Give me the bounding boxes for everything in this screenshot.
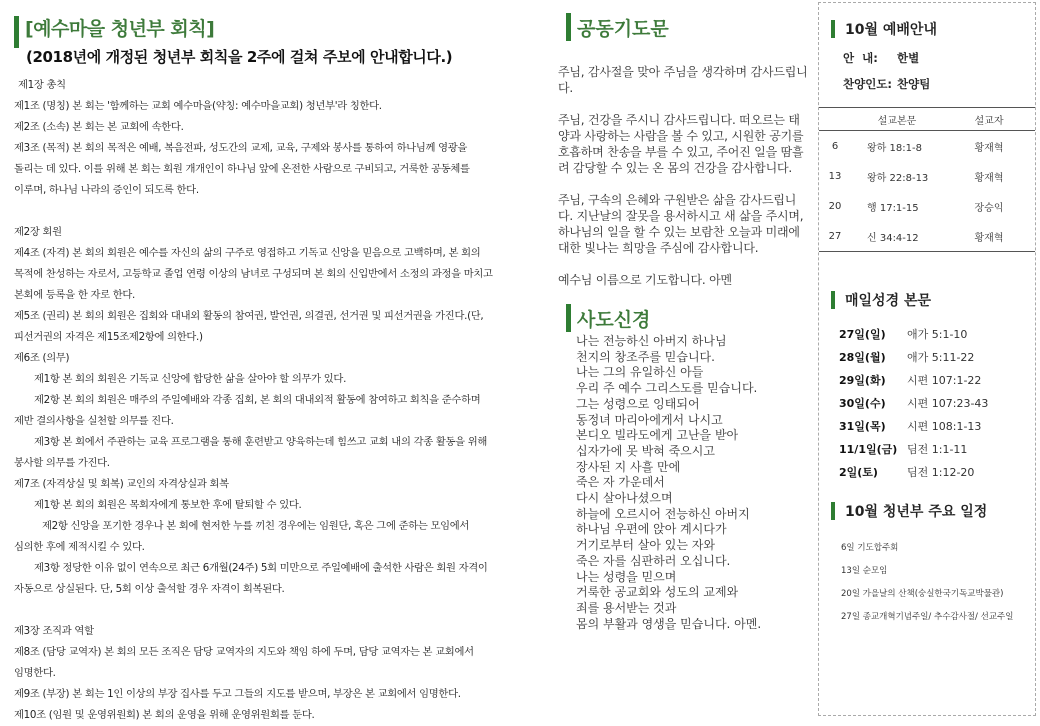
section-bar	[831, 20, 835, 38]
daily-date: 11/1일(금)	[839, 442, 898, 456]
bylaw-line: 제8조 (담당 교역자) 본 회의 모든 조직은 담당 교역자의 지도와 책임 하에 두며, 담당 교역자는 본 교회에서	[14, 646, 474, 658]
daily-verse: 애가 5:1-10	[907, 327, 968, 341]
bylaw-line: 제3항 정당한 이유 없이 연속으로 최근 6개월(24주) 5회 미만으로 주일예배에 출석한 사람은 회원 자격이	[34, 562, 488, 574]
bylaws-header	[14, 12, 542, 42]
bylaw-line: 본회에 등록을 한 자로 한다.	[14, 289, 135, 301]
creed-line: 하나님 우편에 앉아 계시다가	[576, 522, 727, 537]
guide-label: 안 내:	[843, 51, 878, 65]
prayer-column	[558, 0, 810, 632]
bylaw-line: 제4조 (자격) 본 회의 회원은 예수를 자신의 삶의 구주로 영접하고 기독교 신앙을 믿음으로 고백하며, 본 회의	[14, 247, 481, 259]
daily-header	[831, 290, 1035, 310]
bylaw-line: 제1조 (명칭) 본 회는 '함께하는 교회 예수마을(약칭: 예수마을교회) 청년부'라 칭한다.	[14, 100, 382, 112]
schedule-title: 10월 청년부 주요 일정	[845, 504, 988, 520]
creed-line: 나는 성령을 믿으며	[576, 569, 677, 584]
bylaw-line: 제10조 (임원 및 운영위원회) 본 회의 운영을 위해 운영위원회를 둔다.	[14, 709, 315, 721]
sermon-preacher: 장승익	[974, 202, 1004, 214]
daily-date: 2일(토)	[839, 465, 878, 479]
section-bar	[566, 304, 571, 332]
guide-row	[843, 45, 1035, 71]
bylaw-line: 제3장 조직과 역할	[14, 625, 94, 637]
bylaw-line: 봉사할 의무를 가진다.	[14, 457, 110, 469]
sermon-table	[819, 107, 1035, 252]
bylaws-title: [예수마을 청년부 회칙]	[25, 17, 215, 40]
daily-row	[839, 460, 1035, 483]
worship-header	[831, 19, 1035, 39]
schedule-list	[841, 535, 1035, 627]
schedule-item: 13일 순모임	[841, 565, 888, 576]
prayer-header	[566, 12, 810, 42]
sermon-header-text: 설교본문	[851, 108, 943, 131]
bylaw-line: 제2조 (소속) 본 회는 본 교회에 속한다.	[14, 121, 184, 133]
bylaw-line: 제6조 (의무)	[14, 352, 70, 364]
sermon-preacher: 황재혁	[974, 172, 1004, 184]
bylaws-column	[14, 0, 542, 726]
creed-line: 죄를 용서받는 것과	[576, 600, 677, 615]
bylaw-line: 제1항 본 회의 회원은 목회자에게 통보한 후에 탈퇴할 수 있다.	[34, 499, 302, 511]
creed-line: 그는 성령으로 잉태되어	[576, 396, 700, 411]
prayer-paragraph: 주님, 건강을 주시니 감사드립니다. 떠오르는 태양과 사랑하는 사람을 볼 수 있고, 시원한 공기를 호흡하며 찬송을 부를 수 있고, 주어진 일을 땀흘려 감당할 수 있는 온 몸의 건강을 감사합니다.	[558, 113, 804, 175]
sermon-preacher: 황재혁	[974, 142, 1004, 154]
creed-line: 나는 전능하신 아버지 하나님	[576, 334, 727, 348]
creed-line: 동정녀 마리아에게서 나시고	[576, 412, 723, 427]
bylaw-line: 임명한다.	[14, 667, 56, 679]
spacer	[14, 600, 542, 621]
sermon-day: 13	[828, 170, 842, 182]
bylaw-line: 심의한 후에 제적시킬 수 있다.	[14, 541, 145, 553]
sermon-text: 행 17:1-15	[867, 202, 919, 214]
bylaws-subtitle: (2018년에 개정된 청년부 회칙을 2주에 걸쳐 주보에 안내합니다.)	[26, 48, 453, 66]
creed-line: 거기로부터 살아 있는 자와	[576, 538, 715, 553]
sermon-day: 27	[819, 221, 851, 252]
sermon-row	[819, 161, 1035, 191]
bylaw-line: 목적에 찬성하는 자로서, 고등학교 졸업 연령 이상의 남녀로 구성되며 본 회의 신입반에서 소정의 과정을 마치고	[14, 268, 493, 280]
spacer	[14, 201, 542, 222]
sermon-day: 6	[831, 140, 839, 152]
schedule-item: 20일 가을날의 산책(숭실한국기독교박물관)	[841, 588, 1004, 599]
prayer-title: 공동기도문	[577, 17, 669, 40]
sermon-header-preacher: 설교자	[943, 108, 1035, 131]
bylaw-line: 제7조 (자격상실 및 회복) 교인의 자격상실과 회복	[14, 478, 229, 490]
daily-verse: 시편 108:1-13	[907, 419, 982, 433]
bylaw-line: 제9조 (부장) 본 회는 1인 이상의 부장 집사를 두고 그들의 지도를 받으며, 부장은 본 교회에서 임명한다.	[14, 688, 461, 700]
creed-header	[566, 304, 810, 332]
bylaw-line: 제3항 본 회에서 주관하는 교육 프로그램을 통해 훈련받고 양육하는데 힘쓰고 교회 내의 각종 활동을 위해	[34, 436, 488, 448]
daily-verse: 애가 5:11-22	[907, 350, 975, 364]
bylaw-line: 제1항 본 회의 회원은 기독교 신앙에 합당한 삶을 살아야 할 의무가 있다.	[34, 373, 347, 385]
creed-line: 하늘에 오르시어 전능하신 아버지	[576, 506, 750, 521]
sermon-day: 20	[828, 200, 842, 212]
bylaw-line: 피선거권의 자격은 제15조제2항에 의한다.)	[14, 331, 203, 343]
bylaw-line: 제2항 본 회의 회원은 매주의 주일예배와 각종 집회, 본 회의 대내외적 활동에 참여하고 회칙을 준수하며	[34, 394, 481, 406]
guide-value: 한별	[897, 51, 920, 65]
praise-value: 찬양팀	[897, 77, 931, 91]
creed-line: 거룩한 공교회와 성도의 교제와	[576, 585, 739, 600]
bylaw-line: 제5조 (권리) 본 회의 회원은 집회와 대내외 활동의 참여권, 발언권, 의결권, 선거권 및 피선거권을 가진다.(단,	[14, 310, 484, 322]
daily-verse: 딤전 1:1-11	[907, 442, 968, 456]
creed-line: 우리 주 예수 그리스도를 믿습니다.	[576, 381, 758, 396]
sermon-header-row	[819, 108, 1035, 131]
bylaw-line: 돌리는 데 있다. 이를 위해 본 회는 회원 개개인이 하나님 앞에 온전한 사람으로 구비되고, 거룩한 공동체를	[14, 163, 470, 175]
section-bar	[831, 291, 835, 309]
worship-title: 10월 예배안내	[845, 22, 937, 38]
bylaw-line: 제반 결의사항을 실천할 의무를 진다.	[14, 415, 174, 427]
creed-text	[576, 334, 810, 632]
daily-row	[839, 391, 1035, 414]
bylaws-text	[14, 75, 542, 726]
daily-verse: 시편 107:1-22	[907, 373, 982, 387]
daily-row	[839, 414, 1035, 437]
section-bar	[14, 16, 19, 48]
daily-date: 27일(일)	[839, 327, 886, 341]
sermon-row	[819, 131, 1035, 162]
creed-line: 몸의 부활과 영생을 믿습니다. 아멘.	[576, 616, 762, 631]
bylaw-line: 제2장 회원	[14, 226, 62, 238]
sermon-header-day	[819, 108, 851, 131]
prayer-text	[558, 64, 810, 288]
creed-line: 나는 그의 유일하신 아들	[576, 365, 704, 380]
creed-line: 장사된 지 사흘 만에	[576, 459, 681, 474]
section-bar	[831, 502, 835, 520]
sermon-row	[819, 191, 1035, 221]
bylaw-line: 자동으로 상실된다. 단, 5회 이상 출석할 경우 자격이 회복된다.	[14, 583, 285, 595]
section-bar	[566, 13, 571, 41]
creed-line: 천지의 창조주를 믿습니다.	[576, 349, 715, 364]
bylaw-line: 이루며, 하나님 나라의 증인이 되도록 한다.	[14, 184, 199, 196]
info-box	[818, 2, 1036, 716]
sermon-text: 신 34:4-12	[851, 221, 943, 252]
daily-verse: 시편 107:23-43	[907, 396, 989, 410]
daily-row	[839, 437, 1035, 460]
schedule-header	[831, 501, 1035, 521]
worship-info	[843, 45, 1035, 97]
daily-date: 29일(화)	[839, 373, 886, 387]
bylaw-line: 제1장 총칙	[18, 79, 66, 91]
daily-row	[839, 345, 1035, 368]
prayer-paragraph: 예수님 이름으로 기도합니다. 아멘	[558, 273, 732, 287]
creed-line: 죽은 자 가운데서	[576, 475, 665, 490]
praise-label: 찬양인도:	[843, 77, 893, 91]
daily-title: 매일성경 본문	[845, 293, 932, 309]
prayer-paragraph: 주님, 감사절을 맞아 주님을 생각하며 감사드립니다.	[558, 65, 808, 95]
creed-line: 다시 살아나셨으며	[576, 491, 673, 506]
prayer-paragraph: 주님, 구속의 은혜와 구원받은 삶을 감사드립니다. 지난날의 잘못을 용서하시고 새 삶을 주시며, 하나님의 일을 할 수 있는 보람찬 오늘과 미래에 대한 빛나는 희망을 주심에 감사합니다.	[558, 193, 804, 255]
bylaw-line: 제2항 신앙을 포기한 경우나 본 회에 현저한 누를 끼친 경우에는 임원단, 혹은 그에 준하는 모임에서	[42, 520, 470, 532]
sermon-text: 왕하 22:8-13	[867, 172, 929, 184]
sermon-row	[819, 221, 1035, 252]
sermon-preacher: 황재혁	[943, 221, 1035, 252]
creed-title: 사도신경	[577, 308, 651, 331]
daily-row	[839, 322, 1035, 345]
praise-row	[843, 71, 1035, 97]
daily-list	[839, 322, 1035, 483]
schedule-item: 27일 종교개혁기념주일/ 추수감사절/ 선교주일	[841, 611, 1014, 622]
daily-date: 31일(목)	[839, 419, 886, 433]
bylaw-line: 제3조 (목적) 본 회의 목적은 예배, 복음전파, 성도간의 교제, 교육, 구제와 봉사를 통하여 하나님께 영광을	[14, 142, 468, 154]
creed-line: 십자가에 못 박혀 죽으시고	[576, 443, 715, 458]
schedule-item: 6일 기도합주회	[841, 542, 899, 553]
daily-verse: 딤전 1:12-20	[907, 465, 975, 479]
daily-row	[839, 368, 1035, 391]
daily-date: 30일(수)	[839, 396, 886, 410]
sermon-text: 왕하 18:1-8	[867, 142, 922, 154]
creed-line: 죽은 자를 심판하러 오십니다.	[576, 553, 731, 568]
daily-date: 28일(월)	[839, 350, 886, 364]
creed-line: 본디오 빌라도에게 고난을 받아	[576, 428, 739, 443]
